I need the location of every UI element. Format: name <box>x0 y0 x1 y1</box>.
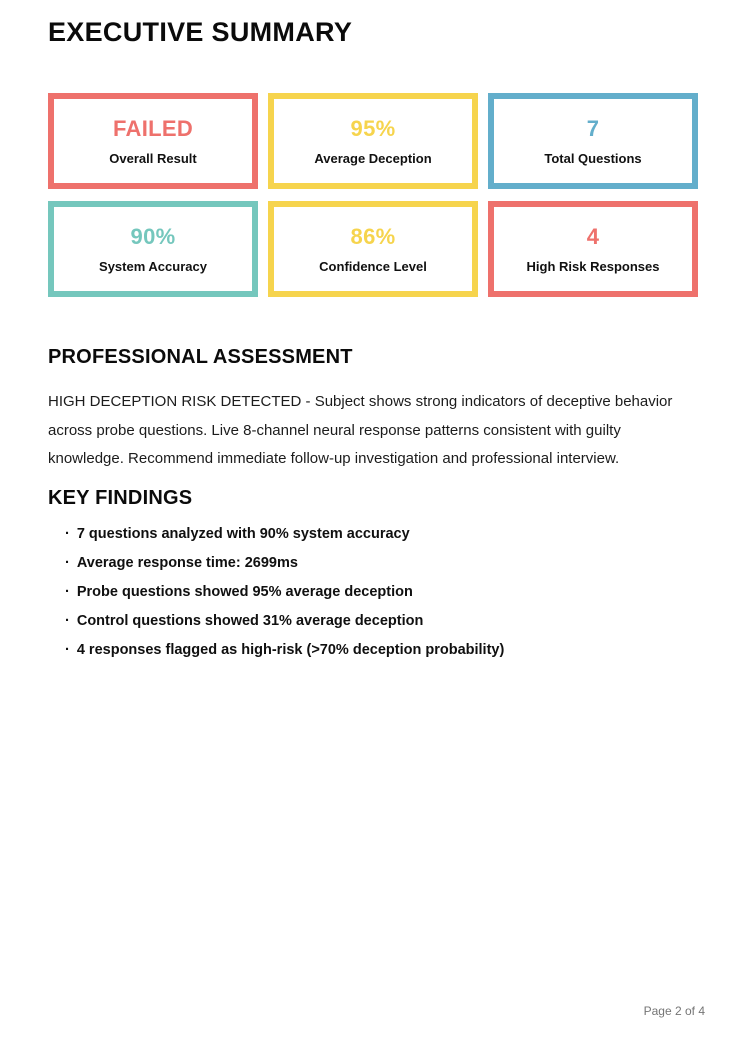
page-title: EXECUTIVE SUMMARY <box>48 17 353 47</box>
metric-label: High Risk Responses <box>526 259 660 274</box>
metric-label: Overall Result <box>109 151 197 166</box>
metric-card-confidence-level <box>268 201 478 297</box>
metric-card-high-risk-responses <box>488 201 698 297</box>
bullet-marker: · <box>65 641 70 658</box>
finding-item <box>65 636 698 665</box>
metric-value: 86% <box>350 224 396 249</box>
metric-card-overall-result <box>48 93 258 189</box>
assessment-heading: PROFESSIONAL ASSESSMENT <box>48 346 353 368</box>
metric-value: 95% <box>350 116 396 141</box>
assessment-body-text: HIGH DECEPTION RISK DETECTED - Subject shows strong indicators of deceptive behavior across probe questions. Live 8-channel neural response patterns consistent with guilty knowledge. Recommend immediate follow-up investigation and professional interview. <box>48 393 673 467</box>
findings-heading: KEY FINDINGS <box>48 486 193 509</box>
summary-metric-cards <box>48 93 698 297</box>
finding-item <box>65 549 698 578</box>
finding-text: 4 responses flagged as high-risk (>70% deception probability) <box>76 641 505 658</box>
finding-text: Control questions showed 31% average deception <box>76 612 424 629</box>
finding-item <box>65 520 698 549</box>
bullet-marker: · <box>65 554 70 571</box>
bullet-marker: · <box>65 525 70 542</box>
metric-label: Confidence Level <box>319 259 427 274</box>
metric-card-system-accuracy <box>48 201 258 297</box>
metric-label: Average Deception <box>314 151 432 166</box>
finding-text: 7 questions analyzed with 90% system accuracy <box>76 525 410 542</box>
metric-value: 7 <box>586 116 600 141</box>
bullet-marker: · <box>65 612 70 629</box>
metric-value: FAILED <box>112 116 194 141</box>
findings-list <box>48 520 698 665</box>
finding-text: Probe questions showed 95% average deception <box>76 583 413 600</box>
page-number: Page 2 of 4 <box>643 1004 705 1018</box>
finding-item <box>65 578 698 607</box>
finding-text: Average response time: 2699ms <box>76 554 298 571</box>
finding-item <box>65 607 698 636</box>
metric-label: System Accuracy <box>99 259 207 274</box>
bullet-marker: · <box>65 583 70 600</box>
metric-card-average-deception <box>268 93 478 189</box>
report-content <box>48 0 698 665</box>
metric-card-total-questions <box>488 93 698 189</box>
metric-value: 4 <box>586 224 600 249</box>
metric-value: 90% <box>130 224 176 249</box>
metric-label: Total Questions <box>544 151 642 166</box>
